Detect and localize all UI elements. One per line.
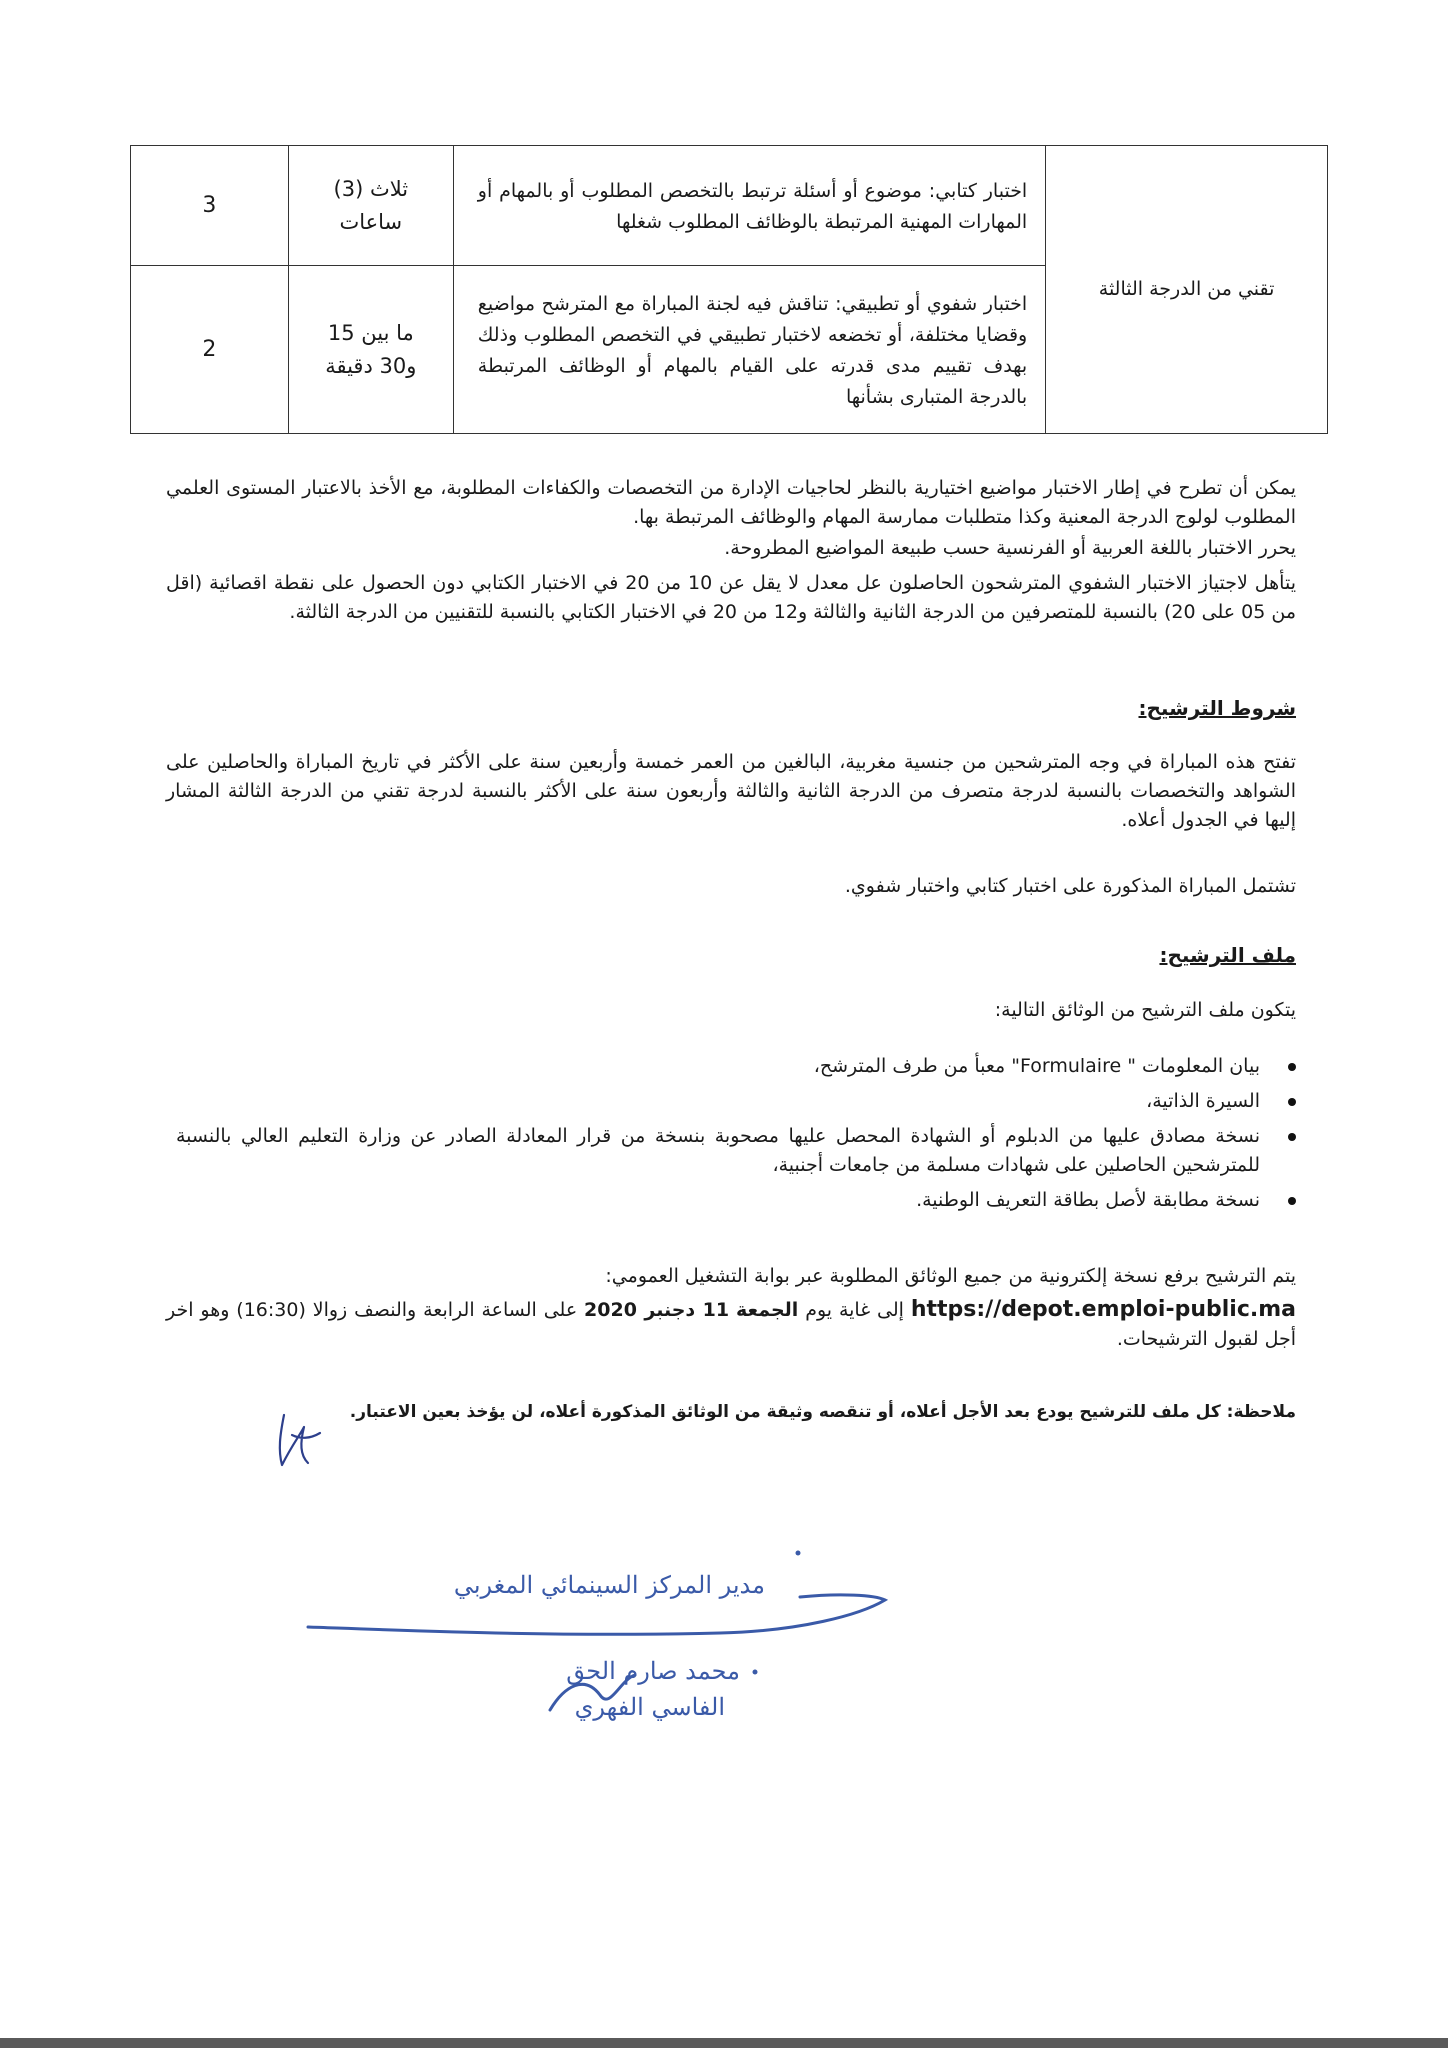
bullet-icon [1288, 1133, 1296, 1141]
submission-paragraph [166, 1295, 1296, 1354]
note-paragraph: ملاحظة: كل ملف للترشيح يودع بعد الأجل أعلاه، أو تنقصه وثيقة من الوثائق المذكورة أعلاه، لن يؤخذ بعين الاعتبار. [349, 1402, 1296, 1422]
initial-signature-icon [270, 1405, 330, 1475]
coefficient-cell: 3 [131, 146, 289, 266]
portal-link[interactable]: https://depot.emploi-public.ma [910, 1297, 1296, 1322]
duration-line: ثلاث (3) [333, 176, 409, 201]
deadline-day: الجمعة [735, 1299, 799, 1321]
bullet-icon [1288, 1063, 1296, 1071]
stamp-title: مدير المركز السينمائي المغربي [453, 1571, 765, 1599]
stamp-name: محمد صارم الحق [566, 1657, 740, 1685]
exam-composition-paragraph: تشتمل المباراة المذكورة على اختبار كتابي واختبار شفوي. [844, 875, 1296, 897]
file-heading: ملف الترشيح: [1159, 943, 1296, 967]
duration-cell [288, 266, 453, 434]
duration-cell [288, 146, 453, 266]
bullet-icon [1288, 1098, 1296, 1106]
submission-intro: يتم الترشيح برفع نسخة إلكترونية من جميع الوثائق المطلوبة عبر بوابة التشغيل العمومي: [605, 1265, 1296, 1287]
exam-table [130, 145, 1328, 434]
exam-type-cell: اختبار كتابي: موضوع أو أسئلة ترتبط بالتخصص المطلوب أو بالمهام أو المهارات المهنية المرتبطة بالوظائف المطلوب شغلها [453, 146, 1045, 266]
bullet-icon [1288, 1197, 1296, 1205]
grade-cell: تقني من الدرجة الثالثة [1046, 146, 1328, 434]
list-item [176, 1186, 1296, 1215]
deadline-date: 11 دجنبر 2020 [584, 1299, 730, 1321]
coefficient-cell: 2 [131, 266, 289, 434]
conditions-paragraph: تفتح هذه المباراة في وجه المترشحين من جنسية مغربية، البالغين من العمر خمسة وأربعين سنة على الأكثر في تاريخ المباراة والحاصلين على الشواهد والتخصصات بالنسبة لدرجة متصرف من الدرجة الثانية والثالثة وأربعون سنة على الأكثر بالنسبة لدرجة تقني من الدرجة الثالثة المشار إليها في الجدول أعلاه. [166, 751, 1296, 831]
duration-line: و30 دقيقة [325, 353, 417, 378]
conditions-heading: شروط الترشيح: [1138, 696, 1296, 720]
scan-edge [0, 2038, 1448, 2048]
duration-line: ساعات [339, 209, 403, 234]
deadline-suffix: على الساعة الرابعة والنصف زوالا (16:30) وهو اخر أجل لقبول الترشيحات. [166, 1299, 1296, 1350]
language-paragraph: يحرر الاختبار باللغة العربية أو الفرنسية حسب طبيعة المواضيع المطروحة. [724, 537, 1296, 559]
exam-type-cell: اختبار شفوي أو تطبيقي: تناقش فيه لجنة المباراة مع المترشح مواضيع وقضايا مختلفة، أو تخضعه لاختبار تطبيقي في التخصص المطلوب وذلك بهدف تقييم مدى قدرته على القيام بالمهام أو الوظائف المرتبطة بالدرجة المتبارى بشأنها [453, 266, 1045, 434]
list-item-text: نسخة مصادق عليها من الدبلوم أو الشهادة المحصل عليها مصحوبة بنسخة من قرار المعادلة الصادر عن وزارة التعليم العالي بالنسبة للمترشحين الحاصلين على شهادات مسلمة من جامعات أجنبية، [176, 1125, 1260, 1176]
intro-paragraph: يمكن أن تطرح في إطار الاختبار مواضيع اختيارية بالنظر لحاجيات الإدارة من التخصصات والكفاءات المطلوبة، مع الأخذ بالاعتبار المستوى العلمي المطلوب لولوج الدرجة المعنية وكذا متطلبات ممارسة المهام والوظائف المرتبطة بها. [166, 477, 1296, 528]
deadline-prefix: إلى غاية يوم [805, 1299, 904, 1321]
duration-line: ما بين 15 [327, 320, 414, 345]
list-item [176, 1052, 1296, 1081]
list-item [176, 1087, 1296, 1116]
list-item-text: نسخة مطابقة لأصل بطاقة التعريف الوطنية. [916, 1189, 1260, 1211]
documents-list [176, 1052, 1296, 1221]
qualification-paragraph: يتأهل لاجتياز الاختبار الشفوي المترشحون الحاصلون عل معدل لا يقل عن 10 من 20 في الاختبار الكتابي دون الحصول على نقطة اقصائية (اقل من 05 على 20) بالنسبة للمتصرفين من الدرجة الثانية والثالثة و12 من 20 في الاختبار الكتابي بالنسبة للتقنيين من الدرجة الثالثة. [166, 572, 1296, 623]
table-row [131, 146, 1328, 266]
list-item-text: بيان المعلومات " Formulaire" معبأ من طرف المترشح، [813, 1055, 1260, 1077]
list-item-text: السيرة الذاتية، [1146, 1090, 1260, 1112]
stamp-signature [300, 1545, 900, 1745]
list-item [176, 1122, 1296, 1180]
file-intro: يتكون ملف الترشيح من الوثائق التالية: [994, 999, 1296, 1021]
stamp-name: الفاسي الفهري [574, 1693, 725, 1721]
